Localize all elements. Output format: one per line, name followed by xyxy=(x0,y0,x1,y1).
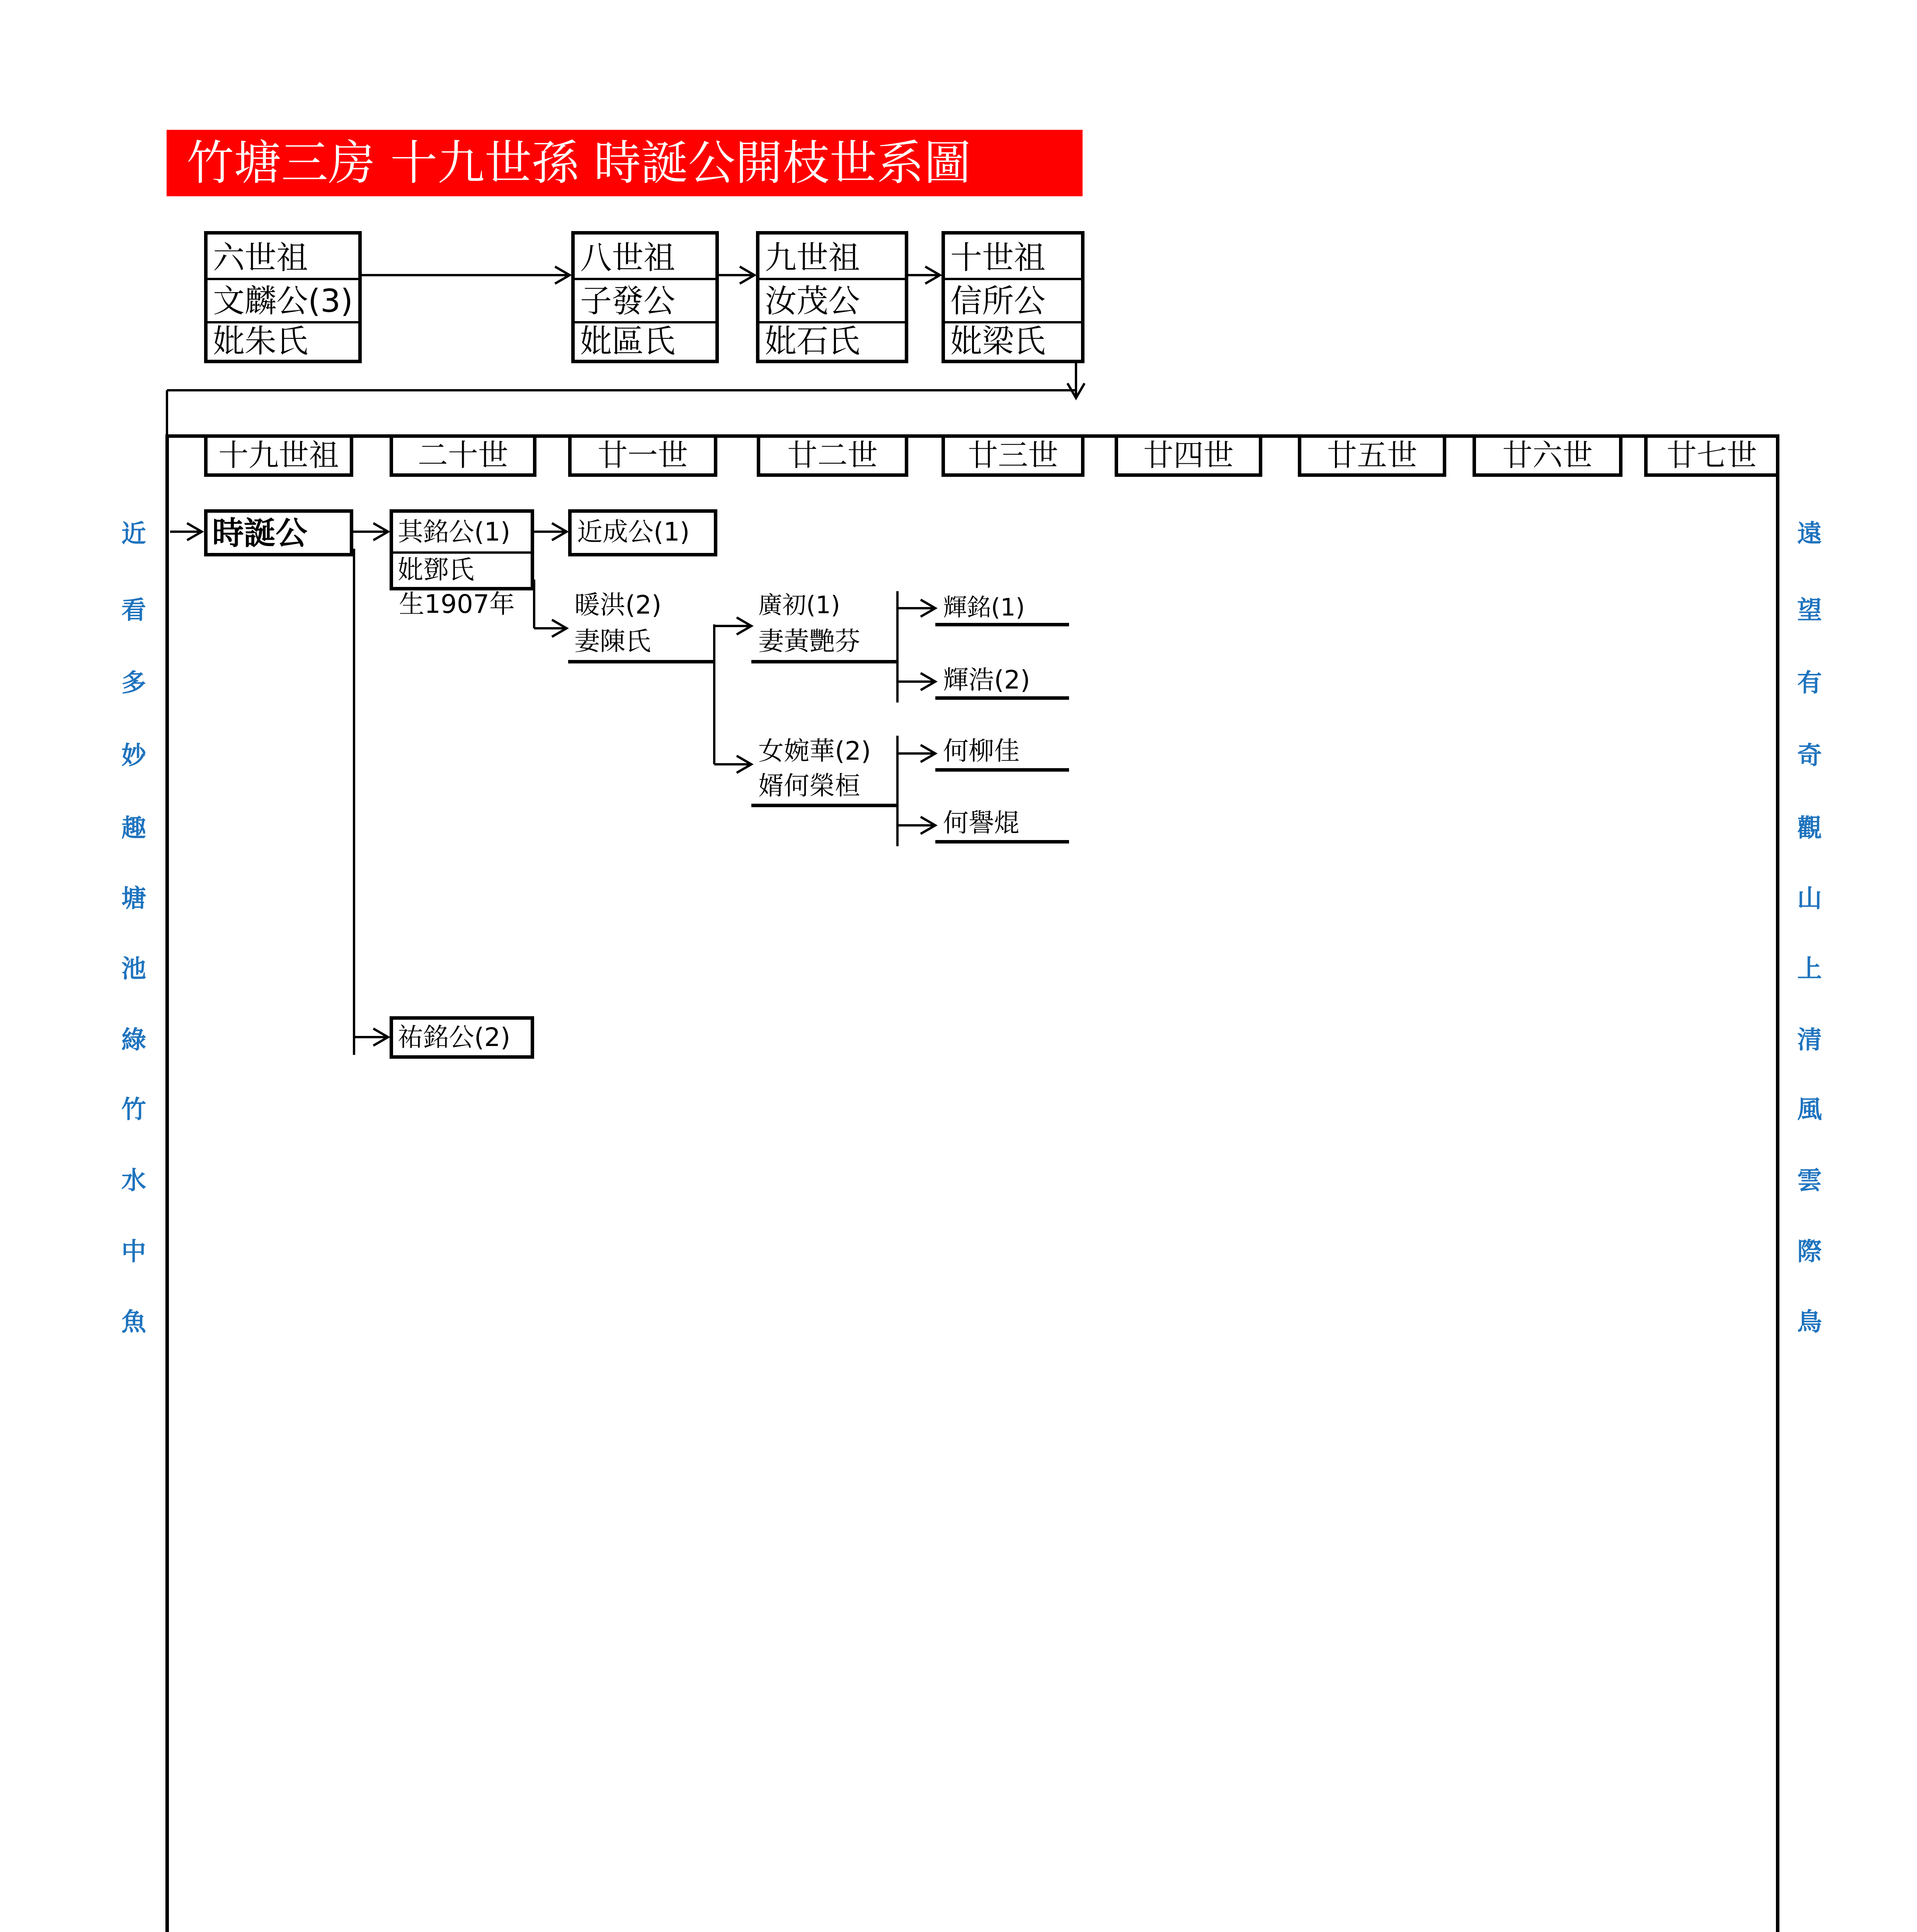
ancestor-name: 信所公 xyxy=(950,283,1046,320)
root-ancestor-box xyxy=(204,509,353,556)
left-poem-char: 池 xyxy=(121,955,146,983)
g20-person-1-birth: 生1907年 xyxy=(399,589,515,619)
g21-person-2-name: 暖洪(2) xyxy=(574,590,662,620)
ancestor-gen-label: 八世祖 xyxy=(580,240,676,276)
g21-person-2-underline xyxy=(568,660,715,663)
gen-header-26: 廿六世 xyxy=(1473,434,1622,477)
g21-person-1-box xyxy=(568,509,717,556)
right-poem-char: 鳥 xyxy=(1797,1308,1822,1337)
right-poem-char: 清 xyxy=(1797,1026,1822,1054)
gen-header-24: 廿四世 xyxy=(1115,434,1262,477)
g22-person-2-spouse: 婿何榮桓 xyxy=(758,771,860,801)
left-poem-char: 綠 xyxy=(121,1026,146,1054)
g22-person-2-underline xyxy=(751,804,897,807)
g22-person-2-name: 女婉華(2) xyxy=(758,736,871,766)
left-poem-char: 塘 xyxy=(121,884,146,913)
right-poem-char: 遠 xyxy=(1797,520,1822,548)
right-poem-char: 觀 xyxy=(1797,814,1822,843)
g20-person-2-name: 祐銘公(2) xyxy=(398,1022,511,1052)
g21-person-2-spouse: 妻陳氏 xyxy=(574,626,651,656)
left-poem-char: 魚 xyxy=(121,1308,146,1337)
gen-header-19: 十九世祖 xyxy=(204,434,353,477)
right-poem-char: 風 xyxy=(1797,1095,1822,1124)
ancestor-name: 子發公 xyxy=(580,283,676,320)
left-poem-char: 竹 xyxy=(121,1095,146,1124)
g23-person-3-underline xyxy=(935,768,1069,772)
g23-person-4-underline xyxy=(935,840,1069,844)
right-poem-char: 上 xyxy=(1797,955,1822,983)
g20-person-1-spouse: 妣鄧氏 xyxy=(398,555,474,585)
left-poem-char: 近 xyxy=(121,520,146,548)
left-poem-char: 妙 xyxy=(121,742,146,770)
g23-person-2-underline xyxy=(935,696,1069,700)
ancestor-spouse: 妣朱氏 xyxy=(213,323,308,360)
ancestor-name: 汝茂公 xyxy=(765,283,860,320)
gen-header-21: 廿一世 xyxy=(568,434,717,477)
g23-person-1-name: 輝銘(1) xyxy=(943,593,1025,621)
gen-header-20: 二十世 xyxy=(390,434,536,477)
gen-header-22: 廿二世 xyxy=(757,434,908,477)
tree-connectors xyxy=(0,464,1917,1121)
ancestor-connectors xyxy=(0,0,1917,464)
ancestor-gen-label: 九世祖 xyxy=(765,240,860,276)
gen-header-23: 廿三世 xyxy=(941,434,1084,477)
g23-person-1-underline xyxy=(935,623,1069,626)
page-title: 竹塘三房 十九世孫 時誕公開枝世系圖 xyxy=(167,130,1083,196)
right-poem-char: 有 xyxy=(1797,669,1822,697)
root-ancestor-name: 時誕公 xyxy=(212,515,308,552)
right-poem-char: 雲 xyxy=(1797,1167,1822,1195)
left-poem-char: 水 xyxy=(121,1167,146,1195)
g20-person-1-name: 其銘公(1) xyxy=(398,517,511,547)
g22-person-1-underline xyxy=(751,660,897,663)
g23-person-3-name: 何柳佳 xyxy=(943,736,1020,766)
g21-person-1-name: 近成公(1) xyxy=(577,517,690,547)
ancestor-gen-label: 十世祖 xyxy=(950,240,1046,276)
left-poem-char: 中 xyxy=(121,1238,146,1266)
g22-person-1-spouse: 妻黃艷芬 xyxy=(758,626,860,656)
right-poem-char: 望 xyxy=(1797,596,1822,625)
g20-person-2-box xyxy=(390,1016,534,1059)
ancestor-spouse: 妣石氏 xyxy=(765,323,860,360)
g22-person-1-name: 廣初(1) xyxy=(758,591,840,619)
left-poem-char: 多 xyxy=(121,669,146,697)
gen-header-27: 廿七世 xyxy=(1644,434,1779,477)
g23-person-2-name: 輝浩(2) xyxy=(943,665,1030,695)
gen-header-25: 廿五世 xyxy=(1298,434,1446,477)
ancestor-spouse: 妣區氏 xyxy=(580,323,676,360)
ancestor-spouse: 妣梁氏 xyxy=(950,323,1046,360)
right-poem-char: 奇 xyxy=(1797,742,1822,770)
right-poem-char: 山 xyxy=(1797,884,1822,913)
ancestor-gen-label: 六世祖 xyxy=(213,240,308,276)
right-poem-char: 際 xyxy=(1797,1238,1822,1266)
g23-person-4-name: 何譽焜 xyxy=(943,808,1020,838)
left-poem-char: 看 xyxy=(121,596,146,625)
ancestor-name: 文麟公(3) xyxy=(213,283,353,320)
left-poem-char: 趣 xyxy=(121,814,146,843)
g20-person-1-box xyxy=(390,509,534,590)
